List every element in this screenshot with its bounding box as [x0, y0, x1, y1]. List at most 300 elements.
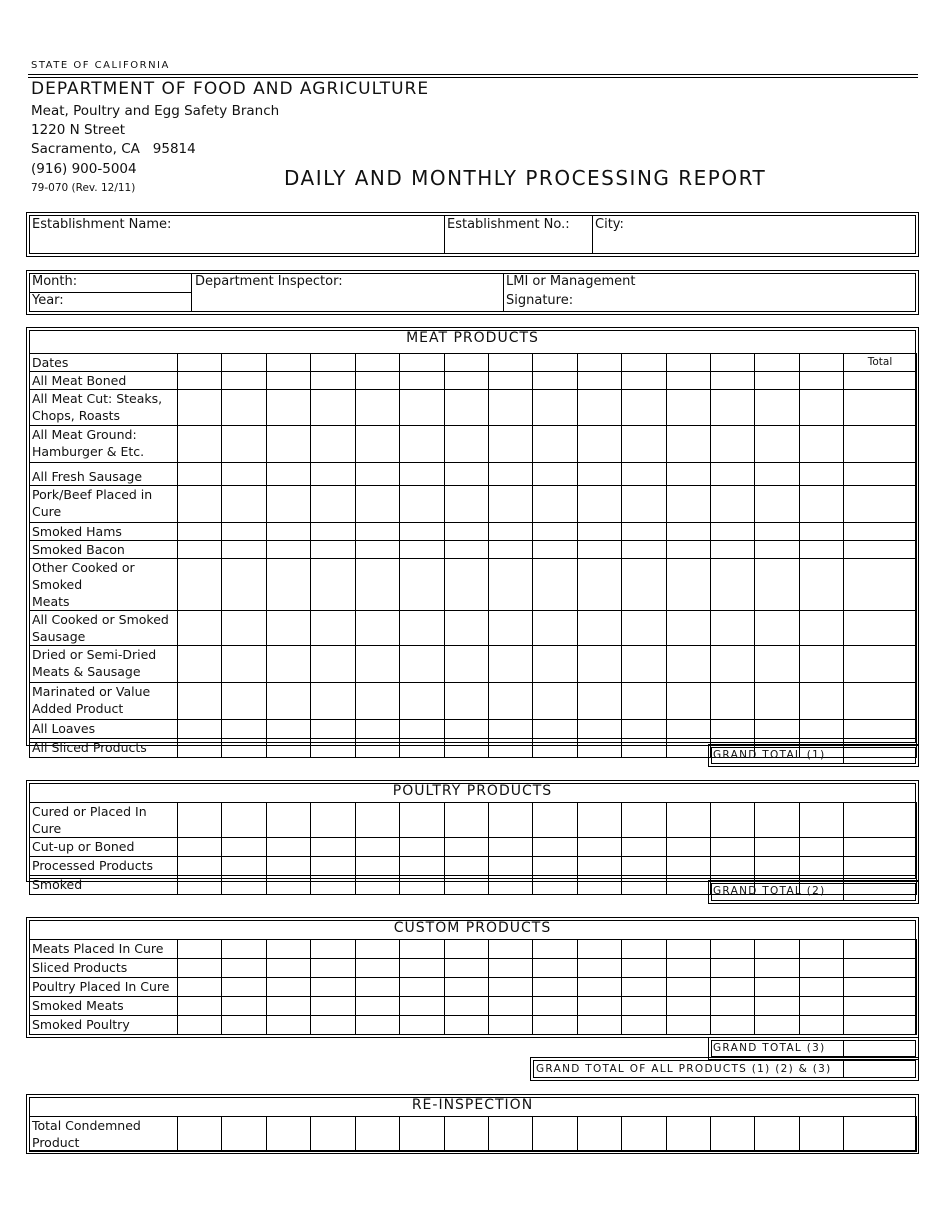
data-cell[interactable]	[222, 683, 267, 720]
data-cell[interactable]	[755, 541, 800, 559]
data-cell[interactable]	[844, 803, 917, 838]
data-cell[interactable]	[267, 611, 311, 646]
data-cell[interactable]	[800, 523, 844, 541]
data-cell[interactable]	[844, 940, 917, 959]
data-cell[interactable]	[267, 997, 311, 1016]
data-cell[interactable]	[489, 390, 533, 426]
data-cell[interactable]	[445, 940, 489, 959]
data-cell[interactable]	[311, 683, 356, 720]
data-cell[interactable]	[622, 463, 667, 486]
data-cell[interactable]	[844, 463, 917, 486]
data-cell[interactable]	[755, 1117, 800, 1152]
data-cell[interactable]	[267, 486, 311, 523]
data-cell[interactable]	[622, 646, 667, 683]
data-cell[interactable]	[267, 959, 311, 978]
data-cell[interactable]	[222, 978, 267, 997]
data-cell[interactable]	[400, 739, 445, 758]
data-cell[interactable]	[489, 997, 533, 1016]
data-cell[interactable]	[311, 541, 356, 559]
data-cell[interactable]	[578, 463, 622, 486]
data-cell[interactable]	[578, 523, 622, 541]
data-cell[interactable]	[533, 354, 578, 372]
data-cell[interactable]	[755, 426, 800, 463]
data-cell[interactable]	[622, 486, 667, 523]
data-cell[interactable]	[445, 720, 489, 739]
data-cell[interactable]	[311, 390, 356, 426]
data-cell[interactable]	[578, 611, 622, 646]
data-cell[interactable]	[489, 559, 533, 611]
data-cell[interactable]	[622, 541, 667, 559]
data-cell[interactable]	[178, 541, 222, 559]
data-cell[interactable]	[578, 803, 622, 838]
data-cell[interactable]	[222, 486, 267, 523]
data-cell[interactable]	[400, 683, 445, 720]
data-cell[interactable]	[622, 876, 667, 895]
data-cell[interactable]	[222, 857, 267, 876]
data-cell[interactable]	[800, 720, 844, 739]
data-cell[interactable]	[844, 426, 917, 463]
data-cell[interactable]	[445, 426, 489, 463]
data-cell[interactable]	[844, 646, 917, 683]
data-cell[interactable]	[356, 372, 400, 390]
data-cell[interactable]	[711, 463, 755, 486]
data-cell[interactable]	[533, 739, 578, 758]
data-cell[interactable]	[356, 1016, 400, 1035]
data-cell[interactable]	[667, 940, 711, 959]
data-cell[interactable]	[844, 486, 917, 523]
data-cell[interactable]	[445, 739, 489, 758]
data-cell[interactable]	[222, 739, 267, 758]
data-cell[interactable]	[800, 486, 844, 523]
data-cell[interactable]	[800, 857, 844, 876]
data-cell[interactable]	[667, 876, 711, 895]
data-cell[interactable]	[178, 876, 222, 895]
data-cell[interactable]	[622, 959, 667, 978]
data-cell[interactable]	[844, 372, 917, 390]
data-cell[interactable]	[222, 876, 267, 895]
data-cell[interactable]	[800, 1117, 844, 1152]
data-cell[interactable]	[445, 997, 489, 1016]
data-cell[interactable]	[222, 646, 267, 683]
data-cell[interactable]	[445, 541, 489, 559]
data-cell[interactable]	[222, 803, 267, 838]
data-cell[interactable]	[533, 541, 578, 559]
data-cell[interactable]	[267, 940, 311, 959]
data-cell[interactable]	[178, 426, 222, 463]
data-cell[interactable]	[578, 876, 622, 895]
data-cell[interactable]	[533, 1117, 578, 1152]
data-cell[interactable]	[800, 997, 844, 1016]
data-cell[interactable]	[311, 720, 356, 739]
data-cell[interactable]	[445, 646, 489, 683]
data-cell[interactable]	[622, 372, 667, 390]
data-cell[interactable]	[400, 559, 445, 611]
data-cell[interactable]	[267, 803, 311, 838]
data-cell[interactable]	[578, 997, 622, 1016]
data-cell[interactable]	[578, 646, 622, 683]
data-cell[interactable]	[445, 876, 489, 895]
data-cell[interactable]	[400, 523, 445, 541]
data-cell[interactable]	[800, 940, 844, 959]
data-cell[interactable]	[178, 611, 222, 646]
data-cell[interactable]	[578, 978, 622, 997]
data-cell[interactable]	[844, 390, 917, 426]
data-cell[interactable]	[622, 857, 667, 876]
data-cell[interactable]	[311, 463, 356, 486]
data-cell[interactable]	[222, 372, 267, 390]
data-cell[interactable]	[267, 463, 311, 486]
data-cell[interactable]	[400, 876, 445, 895]
data-cell[interactable]	[489, 426, 533, 463]
data-cell[interactable]	[267, 372, 311, 390]
data-cell[interactable]	[311, 978, 356, 997]
data-cell[interactable]	[755, 838, 800, 857]
data-cell[interactable]	[489, 486, 533, 523]
data-cell[interactable]	[489, 739, 533, 758]
data-cell[interactable]	[667, 803, 711, 838]
data-cell[interactable]	[667, 523, 711, 541]
data-cell[interactable]	[533, 390, 578, 426]
data-cell[interactable]	[356, 940, 400, 959]
data-cell[interactable]	[800, 611, 844, 646]
data-cell[interactable]	[622, 1016, 667, 1035]
data-cell[interactable]	[400, 803, 445, 838]
data-cell[interactable]	[755, 372, 800, 390]
data-cell[interactable]	[844, 838, 917, 857]
data-cell[interactable]	[533, 959, 578, 978]
data-cell[interactable]	[578, 1016, 622, 1035]
data-cell[interactable]	[222, 523, 267, 541]
data-cell[interactable]	[533, 611, 578, 646]
data-cell[interactable]	[400, 354, 445, 372]
data-cell[interactable]	[578, 541, 622, 559]
data-cell[interactable]	[578, 372, 622, 390]
data-cell[interactable]	[533, 978, 578, 997]
data-cell[interactable]	[311, 372, 356, 390]
data-cell[interactable]	[667, 720, 711, 739]
data-cell[interactable]	[356, 559, 400, 611]
data-cell[interactable]	[533, 559, 578, 611]
data-cell[interactable]	[222, 611, 267, 646]
data-cell[interactable]	[622, 739, 667, 758]
data-cell[interactable]	[311, 876, 356, 895]
data-cell[interactable]	[267, 541, 311, 559]
data-cell[interactable]	[178, 646, 222, 683]
data-cell[interactable]	[800, 803, 844, 838]
data-cell[interactable]	[844, 611, 917, 646]
data-cell[interactable]	[400, 997, 445, 1016]
data-cell[interactable]	[356, 486, 400, 523]
data-cell[interactable]	[667, 1016, 711, 1035]
data-cell[interactable]	[489, 940, 533, 959]
data-cell[interactable]	[667, 463, 711, 486]
data-cell[interactable]	[400, 463, 445, 486]
data-cell[interactable]	[755, 959, 800, 978]
data-cell[interactable]	[844, 997, 917, 1016]
data-cell[interactable]	[489, 838, 533, 857]
data-cell[interactable]	[711, 646, 755, 683]
data-cell[interactable]	[844, 857, 917, 876]
data-cell[interactable]	[533, 857, 578, 876]
data-cell[interactable]	[533, 803, 578, 838]
data-cell[interactable]	[178, 390, 222, 426]
data-cell[interactable]	[622, 523, 667, 541]
data-cell[interactable]	[400, 611, 445, 646]
data-cell[interactable]	[445, 838, 489, 857]
data-cell[interactable]	[178, 739, 222, 758]
data-cell[interactable]	[800, 354, 844, 372]
data-cell[interactable]	[711, 803, 755, 838]
data-cell[interactable]	[311, 523, 356, 541]
data-cell[interactable]	[178, 838, 222, 857]
data-cell[interactable]	[489, 683, 533, 720]
data-cell[interactable]	[755, 611, 800, 646]
data-cell[interactable]	[267, 354, 311, 372]
data-cell[interactable]	[445, 683, 489, 720]
data-cell[interactable]	[755, 683, 800, 720]
data-cell[interactable]	[800, 390, 844, 426]
data-cell[interactable]	[445, 959, 489, 978]
data-cell[interactable]	[267, 838, 311, 857]
data-cell[interactable]	[400, 541, 445, 559]
data-cell[interactable]	[844, 1117, 917, 1152]
data-cell[interactable]	[711, 426, 755, 463]
data-cell[interactable]	[267, 523, 311, 541]
data-cell[interactable]	[489, 1016, 533, 1035]
data-cell[interactable]	[622, 426, 667, 463]
data-cell[interactable]	[178, 463, 222, 486]
data-cell[interactable]	[578, 857, 622, 876]
data-cell[interactable]	[489, 1117, 533, 1152]
meat-grand-total-field[interactable]	[846, 747, 915, 764]
data-cell[interactable]	[667, 372, 711, 390]
data-cell[interactable]	[667, 486, 711, 523]
data-cell[interactable]	[711, 372, 755, 390]
data-cell[interactable]	[445, 803, 489, 838]
data-cell[interactable]	[578, 720, 622, 739]
custom-grand-total-field[interactable]	[846, 1040, 915, 1057]
data-cell[interactable]	[267, 739, 311, 758]
data-cell[interactable]	[755, 390, 800, 426]
data-cell[interactable]	[356, 739, 400, 758]
data-cell[interactable]	[711, 940, 755, 959]
data-cell[interactable]	[578, 559, 622, 611]
data-cell[interactable]	[267, 646, 311, 683]
data-cell[interactable]	[711, 857, 755, 876]
data-cell[interactable]	[222, 354, 267, 372]
data-cell[interactable]	[711, 523, 755, 541]
data-cell[interactable]	[489, 354, 533, 372]
data-cell[interactable]	[622, 997, 667, 1016]
data-cell[interactable]	[311, 940, 356, 959]
data-cell[interactable]	[178, 959, 222, 978]
data-cell[interactable]	[711, 354, 755, 372]
data-cell[interactable]	[667, 857, 711, 876]
data-cell[interactable]	[489, 959, 533, 978]
data-cell[interactable]	[400, 1016, 445, 1035]
data-cell[interactable]	[356, 541, 400, 559]
data-cell[interactable]	[800, 646, 844, 683]
data-cell[interactable]	[578, 354, 622, 372]
data-cell[interactable]	[267, 683, 311, 720]
data-cell[interactable]	[711, 611, 755, 646]
data-cell[interactable]	[533, 1016, 578, 1035]
data-cell[interactable]	[800, 959, 844, 978]
data-cell[interactable]	[222, 390, 267, 426]
data-cell[interactable]	[578, 739, 622, 758]
data-cell[interactable]	[445, 1016, 489, 1035]
data-cell[interactable]	[711, 997, 755, 1016]
data-cell[interactable]	[445, 463, 489, 486]
data-cell[interactable]	[311, 803, 356, 838]
data-cell[interactable]	[222, 426, 267, 463]
data-cell[interactable]	[400, 857, 445, 876]
data-cell[interactable]	[533, 720, 578, 739]
data-cell[interactable]	[356, 1117, 400, 1152]
data-cell[interactable]	[667, 739, 711, 758]
data-cell[interactable]	[489, 803, 533, 838]
data-cell[interactable]	[667, 354, 711, 372]
data-cell[interactable]	[267, 978, 311, 997]
data-cell[interactable]	[356, 720, 400, 739]
data-cell[interactable]	[667, 611, 711, 646]
data-cell[interactable]	[622, 720, 667, 739]
data-cell[interactable]	[311, 959, 356, 978]
data-cell[interactable]	[755, 646, 800, 683]
data-cell[interactable]	[755, 463, 800, 486]
data-cell[interactable]	[711, 559, 755, 611]
data-cell[interactable]	[311, 646, 356, 683]
data-cell[interactable]	[667, 390, 711, 426]
data-cell[interactable]	[267, 720, 311, 739]
data-cell[interactable]	[533, 683, 578, 720]
data-cell[interactable]	[356, 646, 400, 683]
data-cell[interactable]	[222, 463, 267, 486]
data-cell[interactable]	[222, 559, 267, 611]
data-cell[interactable]	[755, 354, 800, 372]
data-cell[interactable]	[311, 611, 356, 646]
data-cell[interactable]	[178, 720, 222, 739]
data-cell[interactable]	[178, 978, 222, 997]
data-cell[interactable]	[267, 876, 311, 895]
data-cell[interactable]	[267, 1117, 311, 1152]
data-cell[interactable]	[667, 646, 711, 683]
data-cell[interactable]	[578, 940, 622, 959]
data-cell[interactable]	[311, 739, 356, 758]
data-cell[interactable]	[578, 683, 622, 720]
data-cell[interactable]	[800, 541, 844, 559]
data-cell[interactable]	[445, 354, 489, 372]
data-cell[interactable]	[667, 426, 711, 463]
data-cell[interactable]	[311, 426, 356, 463]
data-cell[interactable]	[489, 978, 533, 997]
data-cell[interactable]	[267, 857, 311, 876]
data-cell[interactable]	[622, 683, 667, 720]
data-cell[interactable]	[489, 646, 533, 683]
data-cell[interactable]	[533, 426, 578, 463]
data-cell[interactable]	[356, 611, 400, 646]
data-cell[interactable]	[178, 803, 222, 838]
data-cell[interactable]	[445, 1117, 489, 1152]
data-cell[interactable]	[711, 541, 755, 559]
data-cell[interactable]	[578, 486, 622, 523]
data-cell[interactable]	[356, 803, 400, 838]
data-cell[interactable]	[755, 1016, 800, 1035]
data-cell[interactable]	[533, 940, 578, 959]
grand-total-all-field[interactable]	[846, 1060, 915, 1078]
data-cell[interactable]	[622, 978, 667, 997]
city-field[interactable]	[594, 218, 914, 253]
data-cell[interactable]	[622, 390, 667, 426]
data-cell[interactable]	[222, 838, 267, 857]
data-cell[interactable]	[622, 838, 667, 857]
data-cell[interactable]	[445, 978, 489, 997]
data-cell[interactable]	[445, 390, 489, 426]
data-cell[interactable]	[445, 559, 489, 611]
data-cell[interactable]	[800, 1016, 844, 1035]
data-cell[interactable]	[267, 559, 311, 611]
data-cell[interactable]	[267, 390, 311, 426]
data-cell[interactable]	[755, 523, 800, 541]
data-cell[interactable]	[578, 390, 622, 426]
data-cell[interactable]	[533, 997, 578, 1016]
data-cell[interactable]	[267, 426, 311, 463]
data-cell[interactable]	[844, 523, 917, 541]
data-cell[interactable]	[445, 611, 489, 646]
data-cell[interactable]	[755, 978, 800, 997]
data-cell[interactable]	[356, 997, 400, 1016]
data-cell[interactable]	[800, 683, 844, 720]
data-cell[interactable]	[311, 1117, 356, 1152]
data-cell[interactable]	[711, 486, 755, 523]
data-cell[interactable]	[311, 1016, 356, 1035]
data-cell[interactable]	[356, 959, 400, 978]
data-cell[interactable]	[533, 876, 578, 895]
data-cell[interactable]	[711, 683, 755, 720]
data-cell[interactable]	[711, 1117, 755, 1152]
data-cell[interactable]	[222, 997, 267, 1016]
data-cell[interactable]	[755, 720, 800, 739]
data-cell[interactable]	[356, 523, 400, 541]
data-cell[interactable]	[533, 646, 578, 683]
data-cell[interactable]	[755, 486, 800, 523]
data-cell[interactable]	[800, 838, 844, 857]
data-cell[interactable]	[356, 683, 400, 720]
data-cell[interactable]	[711, 1016, 755, 1035]
data-cell[interactable]	[178, 940, 222, 959]
data-cell[interactable]	[267, 1016, 311, 1035]
data-cell[interactable]	[667, 838, 711, 857]
data-cell[interactable]	[445, 857, 489, 876]
data-cell[interactable]	[622, 803, 667, 838]
data-cell[interactable]	[711, 720, 755, 739]
data-cell[interactable]	[844, 978, 917, 997]
data-cell[interactable]	[667, 1117, 711, 1152]
data-cell[interactable]	[311, 559, 356, 611]
data-cell[interactable]	[400, 1117, 445, 1152]
data-cell[interactable]	[533, 463, 578, 486]
data-cell[interactable]	[178, 997, 222, 1016]
data-cell[interactable]	[844, 683, 917, 720]
data-cell[interactable]	[755, 857, 800, 876]
data-cell[interactable]	[667, 683, 711, 720]
data-cell[interactable]	[222, 541, 267, 559]
data-cell[interactable]	[356, 463, 400, 486]
data-cell[interactable]	[178, 683, 222, 720]
data-cell[interactable]	[533, 486, 578, 523]
data-cell[interactable]	[356, 354, 400, 372]
data-cell[interactable]	[578, 1117, 622, 1152]
